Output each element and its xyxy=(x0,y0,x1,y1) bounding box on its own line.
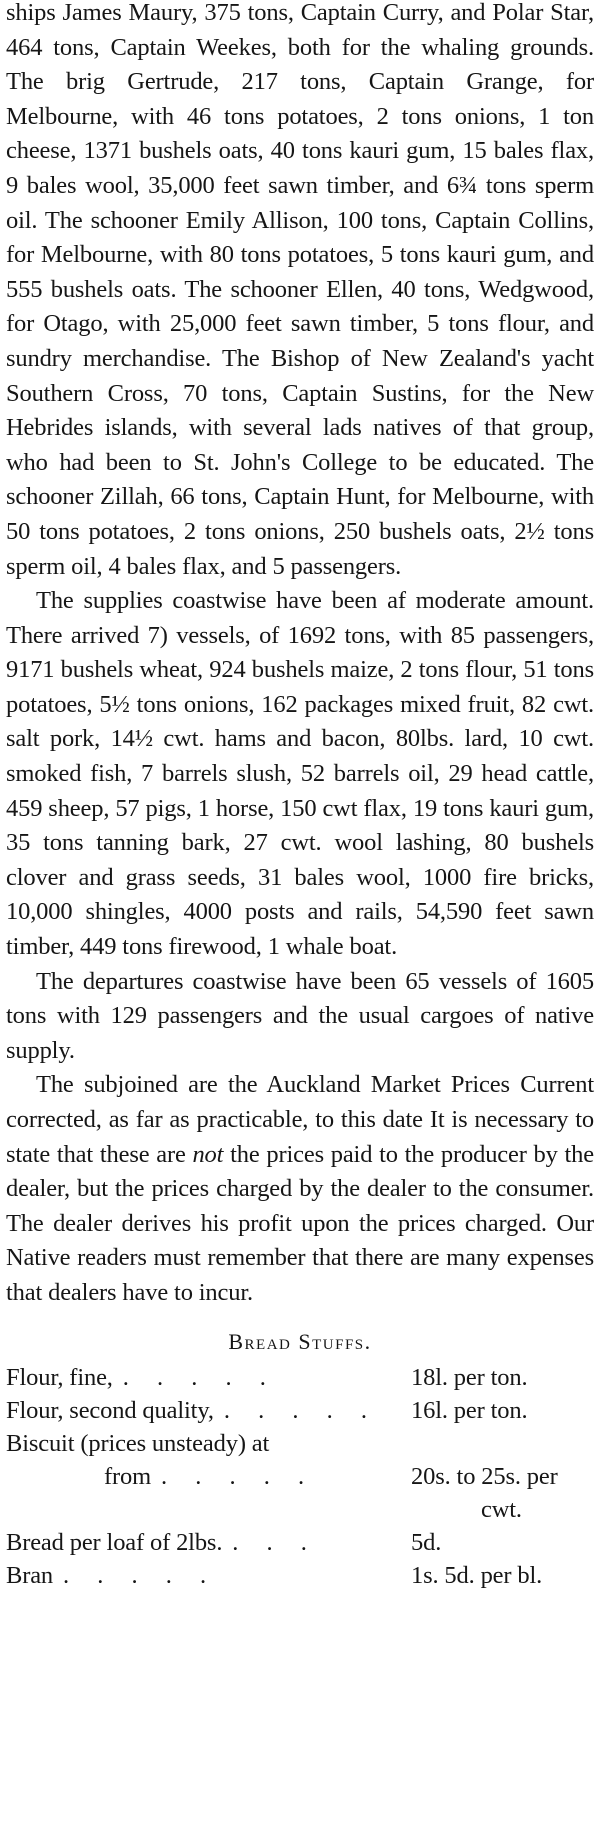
price-item-name: Flour, fine, xyxy=(6,1363,113,1391)
price-list xyxy=(6,1361,594,1592)
coastwise-supplies-paragraph: The supplies coastwise have been af moderate amount. There arrived 7) vessels, of 1692 tons, with 85 passengers, 9171 bushels wheat, 924 bushels maize, 2 tons flour, 51 tons potatoes, 5½ tons onions, 162 packages mixed fruit, 82 cwt. salt pork, 14½ cwt. hams and bacon, 80lbs. lard, 10 cwt. smoked fish, 7 barrels slush, 52 barrels oil, 29 head cattle, 459 sheep, 57 pigs, 1 horse, 150 cwt flax, 19 tons kauri gum, 35 tons tanning bark, 27 cwt. wool lashing, 80 bushels clover and grass seeds, 31 bales wool, 1000 fire bricks, 10,000 shingles, 4000 posts and rails, 54,590 feet sawn timber, 449 tons firewood, 1 whale boat. xyxy=(6,587,594,961)
departures-paragraph: ships James Maury, 375 tons, Captain Curry, and Polar Star, 464 tons, Captain Weekes, both for the whaling grounds. The brig Gertrude, 217 tons, Captain Grange, for Melbourne, with 46 tons potatoes, 2 tons onions, 1 ton cheese, 1371 bushels oats, 40 tons kauri gum, 15 bales flax, 9 bales wool, 35,000 feet sawn timber, and 6¾ tons sperm oil. The schooner Emily Allison, 100 tons, Captain Collins, for Melbourne, with 80 tons potatoes, 5 tons kauri gum, and 555 bushels oats. The schooner Ellen, 40 tons, Wedgwood, for Otago, with 25,000 feet sawn timber, 5 tons flour, and sundry merchandise. The Bishop of New Zealand's yacht Southern Cross, 70 tons, Captain Sustins, for the New Hebrides islands, with several lads natives of that group, who had been to St. John's College to be educated. The schooner Zillah, 66 tons, Captain Hunt, for Melbourne, with 50 tons potatoes, 2 tons onions, 250 bushels oats, 2½ tons sperm oil, 4 bales flax, and 5 passengers. xyxy=(6,0,594,580)
price-value: 18l. per ton. xyxy=(411,1363,528,1391)
dot-leader: . . . . . xyxy=(63,1561,218,1589)
dot-leader: . . . . . xyxy=(161,1462,316,1490)
price-spacer xyxy=(411,1427,594,1460)
price-value: 20s. to 25s. per xyxy=(411,1462,558,1490)
price-value: 1s. 5d. per bl. xyxy=(411,1561,543,1589)
price-value: 16l. per ton. xyxy=(411,1396,528,1424)
bread-stuffs-heading: Bread Stuffs. xyxy=(228,1328,372,1354)
price-row xyxy=(6,1526,594,1559)
intro-emphasis: not xyxy=(192,1140,224,1168)
price-item-name: Biscuit (prices unsteady) at xyxy=(6,1429,270,1457)
price-item-name-continued: from xyxy=(104,1462,152,1490)
price-value-continued: cwt. xyxy=(481,1495,522,1523)
price-item-name: Flour, second quality, xyxy=(6,1396,214,1424)
market-prices-intro-paragraph xyxy=(6,1068,594,1310)
dot-leader: . . . xyxy=(232,1528,318,1556)
price-row xyxy=(6,1427,594,1526)
price-row xyxy=(6,1361,594,1394)
price-item-name: Bread per loaf of 2lbs. xyxy=(6,1528,223,1556)
price-value: 5d. xyxy=(411,1528,442,1556)
coastwise-departures-paragraph: The departures coastwise have been 65 vessels of 1605 tons with 129 passengers and the usual cargoes of native supply. xyxy=(6,967,594,1064)
intro-text-after: the prices paid to the producer by the dealer, but the prices charged by the dealer to the consumer. The dealer derives his profit upon the prices charged. Our Native readers must remember that there are many expenses that dealers have to incur. xyxy=(6,1140,594,1306)
dot-leader: . . . . . xyxy=(122,1363,277,1391)
intro-text-before: The subjoined are the Auckland Market Prices Current corrected, as far as practicable, to this date It is necessary to state that these are xyxy=(6,1071,594,1168)
price-row xyxy=(6,1559,594,1592)
price-row xyxy=(6,1394,594,1427)
article-body xyxy=(6,0,594,1311)
dot-leader: . . . . . xyxy=(223,1396,378,1424)
price-item-name: Bran xyxy=(6,1561,54,1589)
